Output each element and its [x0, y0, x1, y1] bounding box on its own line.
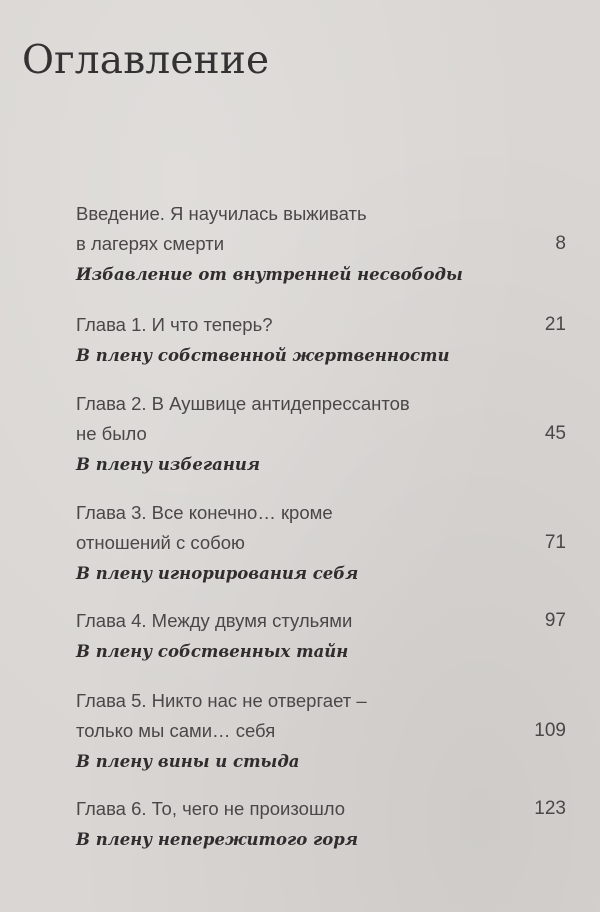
page-number: 123: [534, 798, 566, 819]
toc-entry-chapter-6[interactable]: [76, 794, 566, 856]
entry-title-line: Введение. Я научилась выживать: [76, 203, 367, 224]
entry-subtitle: Избавление от внутренней несвободы: [76, 265, 463, 284]
entry-title-line: Глава 2. В Аушвице антидепрессантов: [76, 393, 410, 414]
entry-subtitle: В плену избегания: [76, 455, 260, 474]
toc-entry-chapter-4[interactable]: [76, 606, 566, 668]
entry-subtitle: В плену непережитого горя: [76, 830, 358, 849]
entry-title: Глава 1. И что теперь?: [76, 314, 273, 335]
entry-title: Глава 4. Между двумя стульями: [76, 610, 353, 631]
entry-title-line: [76, 229, 566, 259]
entry-title-continuation: отношений с собою: [76, 532, 245, 553]
entry-title-continuation: не было: [76, 423, 147, 444]
page-number: 71: [544, 532, 566, 553]
entry-subtitle: В плену игнорирования себя: [76, 564, 359, 583]
toc-entry-chapter-2[interactable]: [76, 389, 566, 481]
entry-subtitle: В плену собственных тайн: [76, 642, 349, 661]
entry-title-line: [76, 716, 566, 746]
page-number: 21: [544, 314, 566, 335]
entry-title-line: Глава 3. Все конечно… кроме: [76, 502, 333, 523]
page-number: 97: [544, 610, 566, 631]
page-title: Оглавление: [22, 38, 270, 83]
entry-subtitle: В плену собственной жертвенности: [76, 346, 450, 365]
entry-title-continuation: в лагерях смерти: [76, 233, 225, 254]
page-number: 45: [544, 423, 566, 444]
toc-entry-introduction[interactable]: [76, 199, 566, 291]
page-number: 8: [555, 233, 566, 254]
toc-entry-chapter-3[interactable]: [76, 498, 566, 590]
entry-title: Глава 6. То, чего не произошло: [76, 798, 346, 819]
entry-title-line: [76, 794, 566, 824]
entry-title-line: [76, 606, 566, 636]
entry-title-line: [76, 419, 566, 449]
entry-title-line: [76, 310, 566, 340]
toc-entry-chapter-5[interactable]: [76, 686, 566, 778]
toc-entry-chapter-1[interactable]: [76, 310, 566, 372]
page-number: 109: [534, 720, 566, 741]
entry-subtitle: В плену вины и стыда: [76, 752, 300, 771]
entry-title-continuation: только мы сами… себя: [76, 720, 276, 741]
entry-title-line: Глава 5. Никто нас не отвергает –: [76, 690, 367, 711]
entry-title-line: [76, 528, 566, 558]
